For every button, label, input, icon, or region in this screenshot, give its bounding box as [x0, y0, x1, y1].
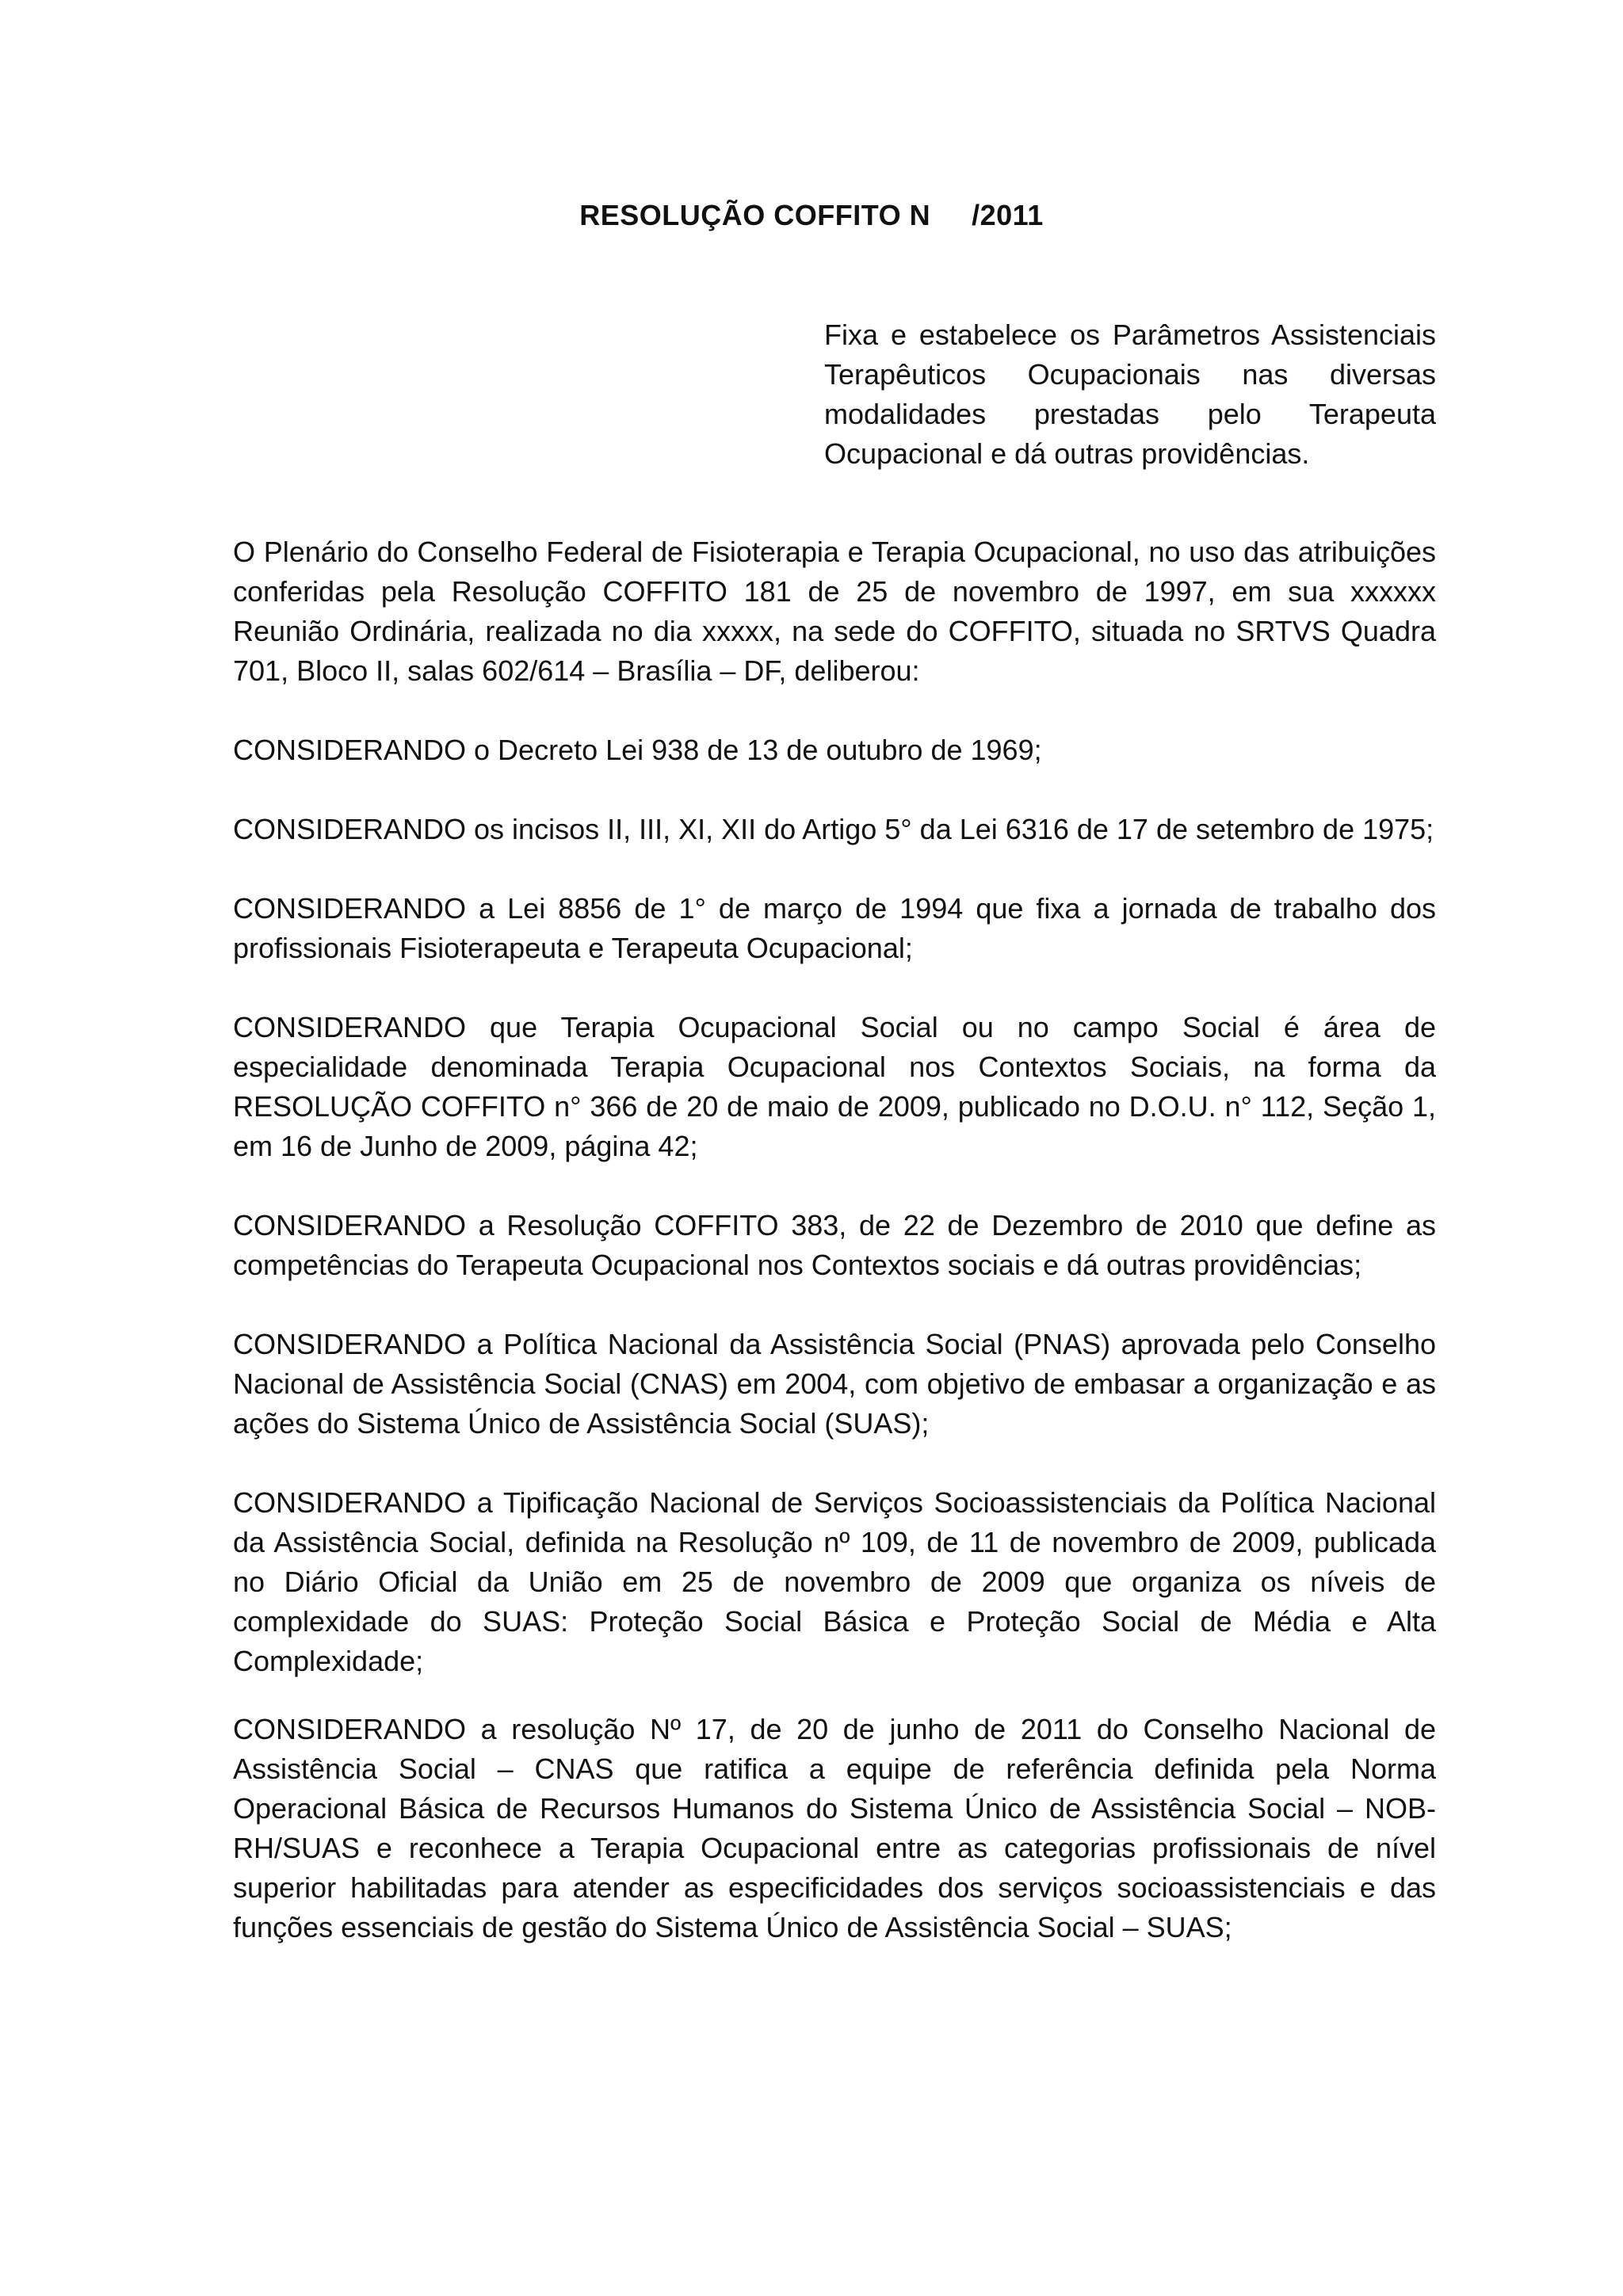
considerando-6: CONSIDERANDO a Política Nacional da Assistência Social (PNAS) aprovada pelo Conselho Nacional de Assistência Social (CNAS) em 2004, com objetivo de embasar a organização e as ações do Sistema Único de Assistência Social (SUAS);: [233, 1328, 1436, 1440]
considerando-3: CONSIDERANDO a Lei 8856 de 1° de março de 1994 que fixa a jornada de trabalho dos profissionais Fisioterapeuta e Terapeuta Ocupacional;: [233, 892, 1436, 964]
considerando-8: CONSIDERANDO a resolução Nº 17, de 20 de junho de 2011 do Conselho Nacional de Assistência Social – CNAS que ratifica a equipe de referência definida pela Norma Operacional Básica de Recursos Humanos do Sistema Único de Assistência Social – NOB-RH/SUAS e reconhece a Terapia Ocupacional entre as categorias profissionais de nível superior habilitadas para atender as especificidades dos serviços socioassistenciais e das funções essenciais de gestão do Sistema Único de Assistência Social – SUAS;: [233, 1713, 1436, 1943]
considerando-5: CONSIDERANDO a Resolução COFFITO 383, de 22 de Dezembro de 2010 que define as competências do Terapeuta Ocupacional nos Contextos sociais e dá outras providências;: [233, 1209, 1436, 1281]
document-title: [0, 196, 1623, 235]
considerando-2: CONSIDERANDO os incisos II, III, XI, XII do Artigo 5° da Lei 6316 de 17 de setembro de 1975;: [233, 813, 1434, 845]
title-left: RESOLUÇÃO COFFITO N: [579, 199, 931, 231]
considerando-4: CONSIDERANDO que Terapia Ocupacional Social ou no campo Social é área de especialidade denominada Terapia Ocupacional nos Contextos Sociais, na forma da RESOLUÇÃO COFFITO n° 366 de 20 de maio de 2009, publicado no D.O.U. n° 112, Seção 1, em 16 de Junho de 2009, página 42;: [233, 1011, 1436, 1162]
preamble: O Plenário do Conselho Federal de Fisioterapia e Terapia Ocupacional, no uso das atribuições conferidas pela Resolução COFFITO 181 de 25 de novembro de 1997, em sua xxxxxx Reunião Ordinária, realizada no dia xxxxx, na sede do COFFITO, situada no SRTVS Quadra 701, Bloco II, salas 602/614 – Brasília – DF, deliberou:: [233, 536, 1436, 687]
document-body: [233, 532, 1436, 1947]
considerando-1: CONSIDERANDO o Decreto Lei 938 de 13 de outubro de 1969;: [233, 734, 1042, 766]
ementa: Fixa e estabelece os Parâmetros Assistenciais Terapêuticos Ocupacionais nas diversas modalidades prestadas pelo Terapeuta Ocupacional e dá outras providências.: [824, 318, 1436, 470]
title-right: /2011: [972, 199, 1044, 231]
considerando-7: CONSIDERANDO a Tipificação Nacional de Serviços Socioassistenciais da Política Nacional da Assistência Social, definida na Resolução nº 109, de 11 de novembro de 2009, publicada no Diário Oficial da União em 25 de novembro de 2009 que organiza os níveis de complexidade do SUAS: Proteção Social Básica e Proteção Social de Média e Alta Complexidade;: [233, 1486, 1436, 1677]
